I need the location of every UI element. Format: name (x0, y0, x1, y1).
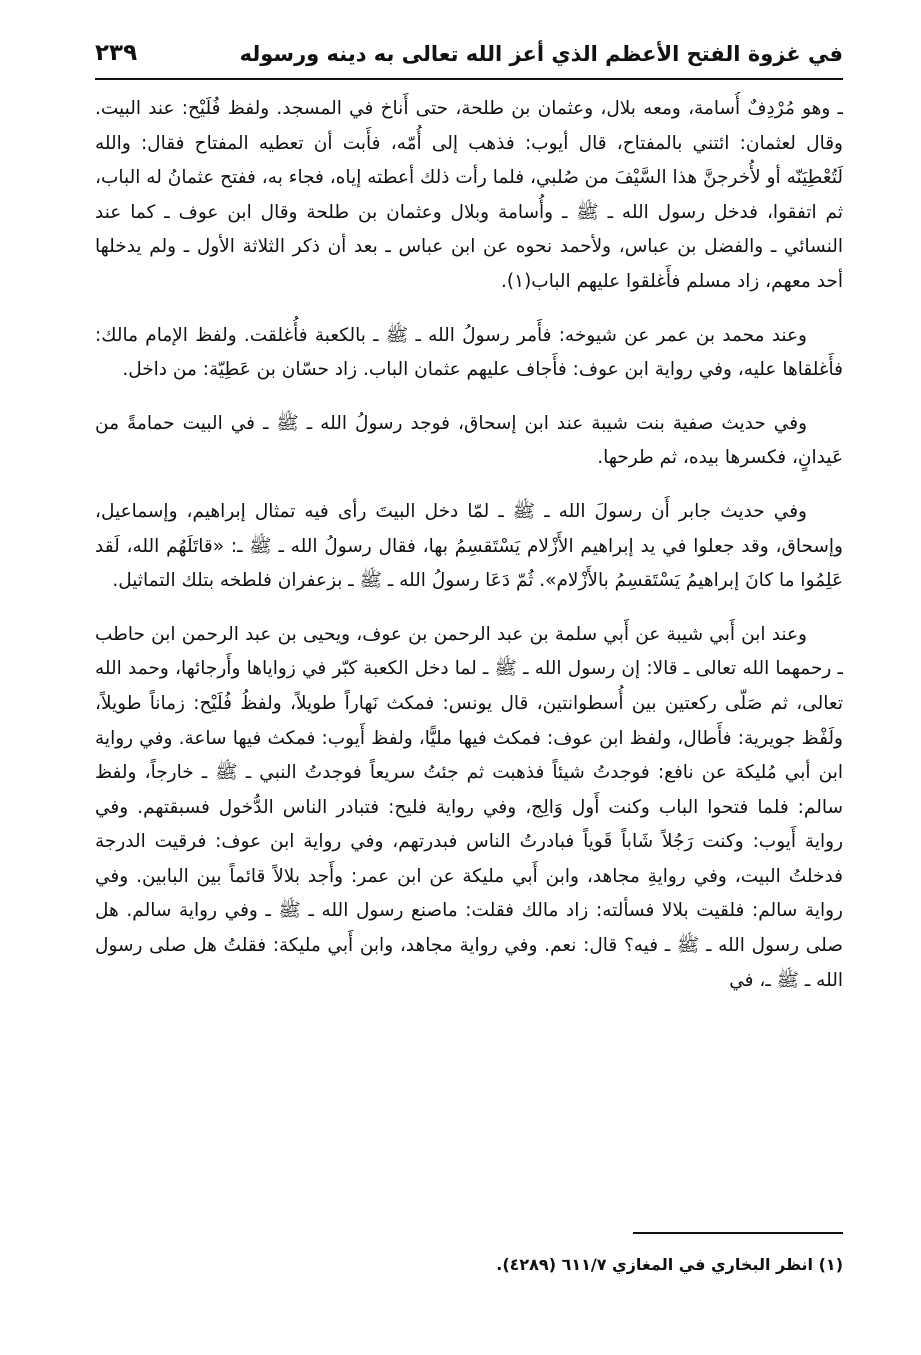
paragraph-2: وعند محمد بن عمر عن شيوخه: فأَمر رسولُ الله ـ ﷺ ـ بالكعبة فأُغلقت. ولفظ الإمام مالك: فأَغلقاها عليه، وفي رواية ابن عوف: فأَجاف عليهم عثمان الباب. زاد حسّان بن عَطِيّة: من داخل. (95, 324, 843, 381)
paragraph-4: وفي حديث جابر أَن رسولَ الله ـ ﷺ ـ لمّا دخل البيتَ رأى فيه تمثال إبراهيم، وإسماعيل، وإسحاق، وقد جعلوا في يد إبراهيم الأَزْلام يَسْتَقسِمُ بها، فقال رسولُ الله ـ ﷺ ـ: «قاتَلَهُم الله، لَقد عَلِمُوا ما كانَ إبراهيمُ يَسْتَقسِمُ بالأَزْلام». ثُمّ دَعَا رسولُ الله ـ ﷺ ـ بزعفران فلطخه بتلك التماثيل. (95, 500, 843, 592)
footnote-separator (633, 1232, 843, 1234)
main-text (95, 92, 843, 1222)
paragraph-gap (95, 300, 843, 319)
paragraph-gap (95, 388, 843, 407)
paragraph-5: وعند ابن أَبي شيبة عن أَبي سلمة بن عبد الرحمن بن عوف، ويحيى بن عبد الرحمن ابن حاطب ـ رحمهما الله تعالى ـ قالا: إن رسول الله ـ ﷺ ـ لما دخل الكعبة كبّر في زواياها وأَرجائها، وحمد الله تعالى، ثم صَلّى ركعتين بين أُسطوانتين، قال يونس: فمكث نَهاراً طويلاً، ولفظُ فُلَيْح: زماناً طويلاً، ولَفْظ جويرية: فأَطال، ولفظ ابن عوف: فمكث فيها مليًّا، ولفظ أَيوب: فمكث فيها ساعة. وفي رواية ابن أبي مُليكة عن نافع: فوجدتُ شيئاً فذهبت ثم جئتُ سريعاً فوجدتُ النبي ـ ﷺ ـ خارجاً، ولفظ سالم: فلما فتحوا الباب وكنت أَول وَالِج، وفي رواية فليح: فتبادر الناس الدُّخول فسبقتهم. وفي رواية أَيوب: وكنت رَجُلاً شَاباً قَوياً فبادرتُ الناس فبدرتهم، وفي رواية ابن عوف: فرقيت الدرجة فدخلتُ البيت، وفي روايةِ مجاهد، وابن أَبي مليكة عن ابن عمر: وأَجد بلالاً قائماً بين البابين. وفي رواية سالم: فلقيت بلالا فسألته: زاد مالك فقلت: ماصنع رسول الله ـ ﷺ ـ وفي رواية سالم. هل صلى رسول الله ـ ﷺ ـ فيه؟ قال: نعم. وفي رواية مجاهد، وابن أَبي مليكة: فقلتُ هل صلى رسول الله ـ ﷺ ـ، في (95, 623, 843, 991)
footnote: (١) انظر البخاري في المغازي ٦١١/٧ (٤٢٨٩). (496, 1255, 843, 1274)
paragraph-1: ـ وهو مُرْدِفٌ أُسامة، ومعه بلال، وعثمان بن طلحة، حتى أَناخ في المسجد. ولفظ فُلَيْح: عند البيت. وقال لعثمان: ائتني بالمفتاح، قال أيوب: فذهب إلى أُمّه، فأَبت أن تعطيه المفتاح فقال: والله لَتُعْطِيَنّه أو لأُخرجنَّ هذا السَّيْفَ من صُلبي، فلما رأت ذلك أعطته إياه، فجاء به، ففتح عثمانُ له الباب، ثم اتفقوا، فدخل رسول الله ـ ﷺ ـ وأُسامة وبلال وعثمان بن طلحة وقال ابن عوف ـ كما عند النسائي ـ والفضل بن عباس، ولأحمد نحوه عن ابن عباس ـ بعد أن ذكر الثلاثة الأول ـ ولم يدخلها أحد معهم، زاد مسلم فأَغلقوا عليهم الباب(١). (95, 98, 843, 292)
running-title: في غزوة الفتح الأعظم الذي أعز الله تعالى به دينه ورسوله (239, 42, 843, 66)
page-number: ٢٣٩ (95, 40, 138, 66)
running-header (95, 38, 843, 80)
paragraph-gap (95, 599, 843, 618)
paragraph-gap (95, 476, 843, 495)
paragraph-3: وفي حديث صفية بنت شيبة عند ابن إسحاق، فوجد رسولُ الله ـ ﷺ ـ في البيت حمامةً من عَيدانٍ، فكسرها بيده، ثم طرحها. (95, 412, 843, 469)
